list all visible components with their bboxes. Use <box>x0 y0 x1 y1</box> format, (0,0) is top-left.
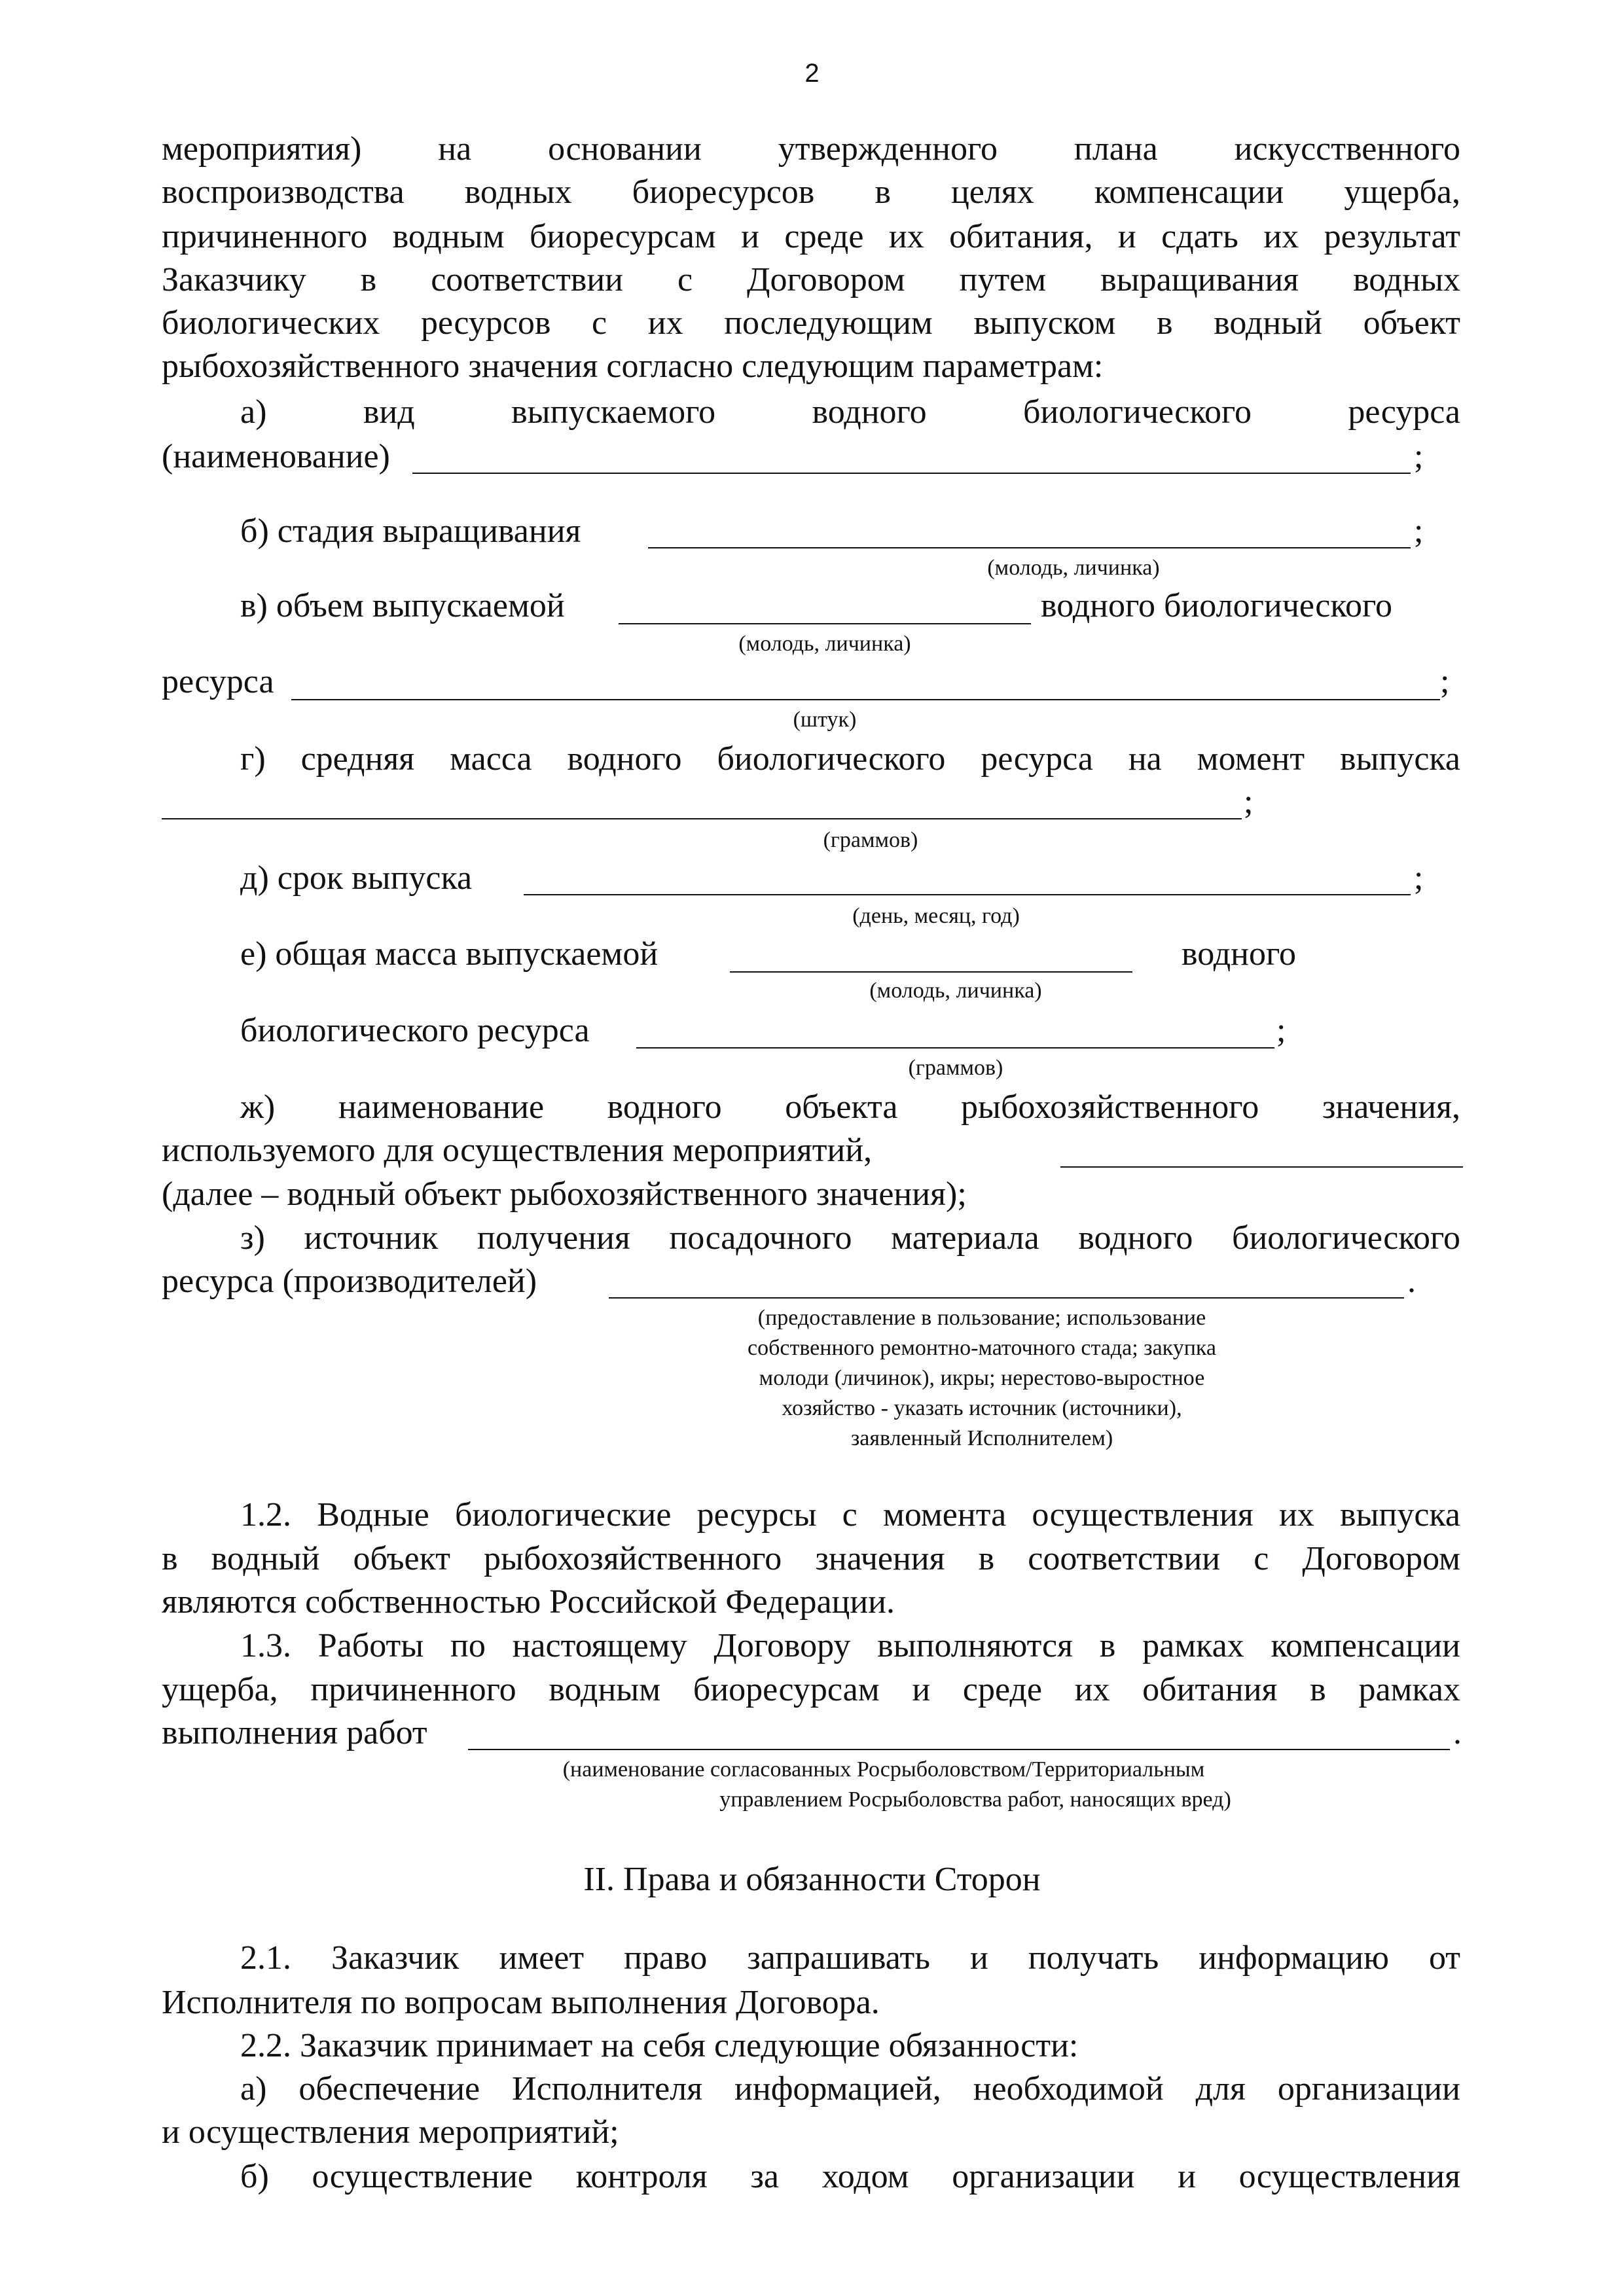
item-d-label: д) срок выпуска <box>240 859 473 897</box>
para1-line-1: мероприятия) на основании утвержденного плана искусственного <box>162 130 1460 168</box>
p12-line3: являются собственностью Российской Федерации. <box>162 1583 895 1621</box>
para1-line-2: воспроизводства водных биоресурсов в целях компенсации ущерба, <box>162 173 1460 211</box>
p22-a-line1: а) обеспечение Исполнителя информацией, необходимой для организации <box>240 2070 1460 2108</box>
item-zh-line2: используемого для осуществления мероприятий, <box>162 1132 873 1169</box>
item-z-caption-1: (предоставление в пользование; использование <box>757 1306 1206 1330</box>
item-e-caption: (молодь, личинка) <box>869 978 1042 1003</box>
para1-line-4: Заказчику в соответствии с Договором путем выращивания водных <box>162 261 1460 298</box>
p13-caption-2: управлением Росрыболовства работ, наносящих вред) <box>719 1787 1231 1812</box>
p21-line1: 2.1. Заказчик имеет право запрашивать и получать информацию от <box>240 1939 1460 1977</box>
item-zh-line1: ж) наименование водного объекта рыбохозяйственного значения, <box>240 1088 1460 1126</box>
item-z-line2: ресурса (производителей) <box>162 1263 537 1300</box>
para1-line-3: причиненного водным биоресурсам и среде их обитания, и сдать их результат <box>162 218 1460 255</box>
item-v-end: ; <box>1440 663 1450 700</box>
item-e-line2: биологического ресурса <box>240 1012 590 1049</box>
p13-blank[interactable] <box>468 1749 1450 1750</box>
item-b-blank[interactable] <box>648 547 1411 548</box>
item-z-caption-2: собственного ремонтно-маточного стада; закупка <box>747 1336 1216 1360</box>
item-e-blank2[interactable] <box>636 1047 1274 1049</box>
item-e-label: е) общая масса выпускаемой <box>240 935 659 973</box>
p13-line3: выполнения работ <box>162 1714 427 1751</box>
item-d-caption: (день, месяц, год) <box>852 904 1020 928</box>
item-zh-blank[interactable] <box>1060 1166 1463 1168</box>
p12-line2: в водный объект рыбохозяйственного значения в соответствии с Договором <box>162 1540 1460 1577</box>
item-a-line2: (наименование) <box>162 438 390 475</box>
p13-caption-1: (наименование согласованных Росрыболовством/Территориальным <box>562 1757 1205 1782</box>
item-v-line2: ресурса <box>162 663 274 700</box>
item-zh-line3: (далее – водный объект рыбохозяйственного значения); <box>162 1175 967 1213</box>
item-g-end: ; <box>1244 783 1254 821</box>
item-e-blank[interactable] <box>730 971 1132 973</box>
p22-line: 2.2. Заказчик принимает на себя следующие обязанности: <box>240 2027 1079 2064</box>
section2-title: II. Права и обязанности Сторон <box>583 1861 1041 1898</box>
item-b-end: ; <box>1414 512 1424 550</box>
item-a-line1: а) вид выпускаемого водного биологического ресурса <box>240 393 1460 431</box>
item-v-caption2: (штук) <box>793 708 857 732</box>
item-e-right: водного <box>1182 935 1297 973</box>
item-v-caption: (молодь, личинка) <box>738 632 911 656</box>
item-v-label: в) объем выпускаемой <box>240 587 565 624</box>
item-z-line1: з) источник получения посадочного материала водного биологического <box>240 1219 1460 1257</box>
p13-end: . <box>1453 1714 1462 1751</box>
item-e-end: ; <box>1276 1012 1286 1049</box>
p13-line2: ущерба, причиненного водным биоресурсам и среде их обитания в рамках <box>162 1671 1460 1708</box>
page-number: 2 <box>804 59 820 88</box>
p12-line1: 1.2. Водные биологические ресурсы с момента осуществления их выпуска <box>240 1496 1460 1534</box>
para1-line-5: биологических ресурсов с их последующим выпуском в водный объект <box>162 304 1460 342</box>
item-b-label: б) стадия выращивания <box>240 512 581 550</box>
item-d-end: ; <box>1414 859 1424 897</box>
p22-a-line2: и осуществления мероприятий; <box>162 2113 619 2151</box>
p21-line2: Исполнителя по вопросам выполнения Договора. <box>162 1984 880 2021</box>
item-g-blank[interactable] <box>162 818 1242 819</box>
item-a-end: ; <box>1414 438 1424 475</box>
item-z-caption-3: молоди (личинок), икры; нерестово-выростное <box>759 1366 1205 1390</box>
item-a-blank[interactable] <box>412 473 1411 474</box>
item-v-right: водного биологического <box>1041 587 1392 624</box>
item-b-caption: (молодь, личинка) <box>987 556 1160 580</box>
item-v-blank2[interactable] <box>291 699 1440 700</box>
item-v-blank[interactable] <box>619 623 1031 624</box>
item-z-blank[interactable] <box>609 1297 1404 1299</box>
p22-b-line1: б) осуществление контроля за ходом организации и осуществления <box>240 2158 1460 2195</box>
item-g-line1: г) средняя масса водного биологического ресурса на момент выпуска <box>240 740 1460 778</box>
item-z-end: . <box>1407 1263 1416 1300</box>
para1-last-line: рыбохозяйственного значения согласно следующим параметрам: <box>162 348 1104 385</box>
p13-line1: 1.3. Работы по настоящему Договору выполняются в рамках компенсации <box>240 1627 1460 1664</box>
item-d-blank[interactable] <box>524 894 1411 895</box>
item-z-caption-5: заявленный Исполнителем) <box>850 1426 1113 1450</box>
item-g-caption: (граммов) <box>823 828 918 852</box>
item-e-caption2: (граммов) <box>908 1056 1003 1080</box>
item-z-caption-4: хозяйство - указать источник (источники), <box>782 1396 1182 1420</box>
